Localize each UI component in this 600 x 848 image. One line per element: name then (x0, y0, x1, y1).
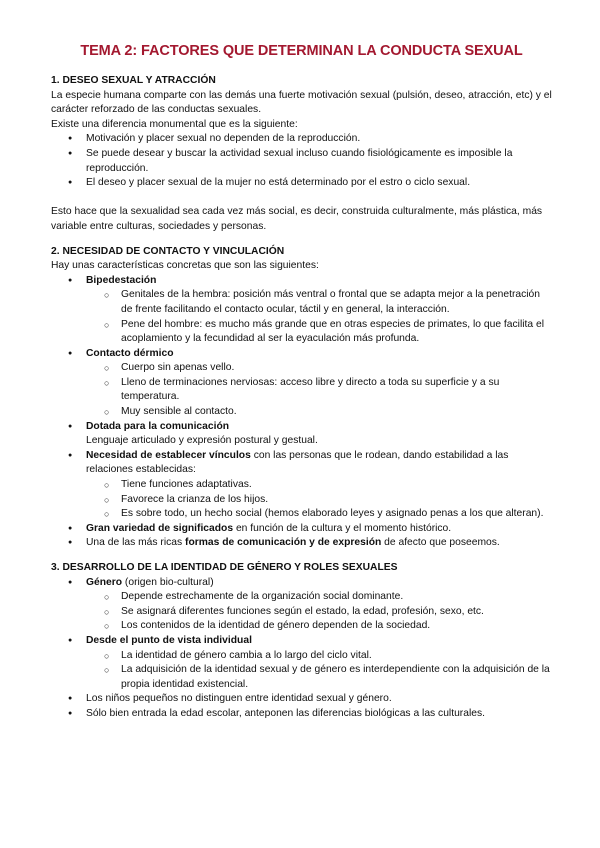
page-title: TEMA 2: FACTORES QUE DETERMINAN LA CONDUCTA SEXUAL (80, 43, 523, 59)
item-label: Dotada para la comunicación (86, 420, 230, 432)
section-1-heading: 1. DESEO SEXUAL Y ATRACCIÓN (51, 75, 216, 86)
sublist-item: ○ Es sobre todo, un hecho social (hemos elaborado leyes y asignado penas a los que alteran). (88, 507, 552, 522)
item-text: Una de las más ricas (86, 537, 186, 549)
list-item: ● Los niños pequeños no distinguen entre identidad sexual y género. (51, 692, 552, 707)
sublist-item: ○ Genitales de la hembra: posición más ventral o frontal que se adapta mejor a la penetración de frente facilitando el contacto ocular, táctil y en general, la interacción. (88, 288, 552, 317)
list-item-formas (51, 536, 552, 551)
item-label: Bipedestación (86, 274, 157, 286)
item-label: Desde el punto de vista individual (86, 634, 252, 646)
sublist (88, 361, 552, 419)
section-1-intro-2: Existe una diferencia monumental que es la siguiente: (51, 118, 298, 130)
item-label: Contacto dérmico (86, 347, 174, 359)
item-label: Gran variedad de significados (86, 522, 234, 534)
section-3-list (51, 576, 552, 722)
sublist-item: ○ Muy sensible al contacto. (88, 405, 552, 420)
section-1-closing: Esto hace que la sexualidad sea cada vez más social, es decir, construida culturalmente, más plástica, más variable entre culturas, sociedades y personas. (51, 206, 543, 232)
sublist-item: ○ Tiene funciones adaptativas. (88, 478, 552, 493)
list-item-individual (51, 634, 552, 692)
sublist (88, 590, 552, 634)
sublist-item: ○ Se asignará diferentes funciones según el estado, la edad, profesión, sexo, etc. (88, 605, 552, 620)
list-item-comunicacion (51, 420, 552, 449)
section-1-list (51, 132, 552, 190)
sublist-item: ○ Los contenidos de la identidad de género dependen de la sociedad. (88, 619, 552, 634)
list-item-genero (51, 576, 552, 634)
list-item: ● Sólo bien entrada la edad escolar, anteponen las diferencias biológicas a las culturales. (51, 707, 552, 722)
sublist (88, 478, 552, 522)
item-label: Género (86, 576, 123, 588)
sublist-item: ○ Cuerpo sin apenas vello. (88, 361, 552, 376)
section-2-intro: Hay unas características concretas que son las siguientes: (51, 260, 319, 272)
list-item-variedad (51, 522, 552, 537)
sublist-item: ○ La adquisición de la identidad sexual y de género es interdependiente con la adquisición de la propia identidad existencial. (88, 663, 552, 692)
item-text: con las personas que le rodean, dando estabilidad a las relaciones establecidas: (86, 449, 509, 476)
item-text: de afecto que poseemos. (381, 537, 500, 549)
sublist-item: ○ Lleno de terminaciones nerviosas: acceso libre y directo a toda su superficie y a su temperatura. (88, 376, 552, 405)
section-1-intro: La especie humana comparte con las demás una fuerte motivación sexual (pulsión, deseo, atracción, etc) y el carácter reforzado de las conductas sexuales. (51, 89, 552, 116)
sublist (88, 288, 552, 346)
item-text: Lenguaje articulado y expresión postural y gestual. (86, 435, 318, 447)
list-item: ● El deseo y placer sexual de la mujer no está determinado por el estro o ciclo sexual. (51, 176, 552, 191)
section-2-heading: 2. NECESIDAD DE CONTACTO Y VINCULACIÓN (51, 245, 285, 257)
sublist-item: ○ Pene del hombre: es mucho más grande que en otras especies de primates, lo que facilita el acoplamiento y la fecundidad al ser la eyaculación más profunda. (88, 318, 552, 347)
item-text: (origen bio-cultural) (122, 576, 214, 588)
item-label: formas de comunicación y de expresión (185, 537, 382, 549)
item-label: Necesidad de establecer vínculos (86, 449, 251, 461)
list-item: ● Motivación y placer sexual no dependen de la reproducción. (51, 132, 552, 147)
sublist-item: ○ Favorece la crianza de los hijos. (88, 493, 552, 508)
sublist-item: ○ Depende estrechamente de la organización social dominante. (88, 590, 552, 605)
sublist-item: ○ La identidad de género cambia a lo largo del ciclo vital. (88, 649, 552, 664)
list-item-vinculos (51, 449, 552, 522)
item-text: en función de la cultura y el momento histórico. (233, 522, 452, 534)
sublist (88, 649, 552, 693)
section-3-heading: 3. DESARROLLO DE LA IDENTIDAD DE GÉNERO Y ROLES SEXUALES (51, 562, 398, 573)
list-item-bipedestacion (51, 274, 552, 347)
list-item: ● Se puede desear y buscar la actividad sexual incluso cuando fisiológicamente es imposible la reproducción. (51, 147, 552, 176)
section-2-list (51, 274, 552, 551)
list-item-contacto (51, 347, 552, 420)
